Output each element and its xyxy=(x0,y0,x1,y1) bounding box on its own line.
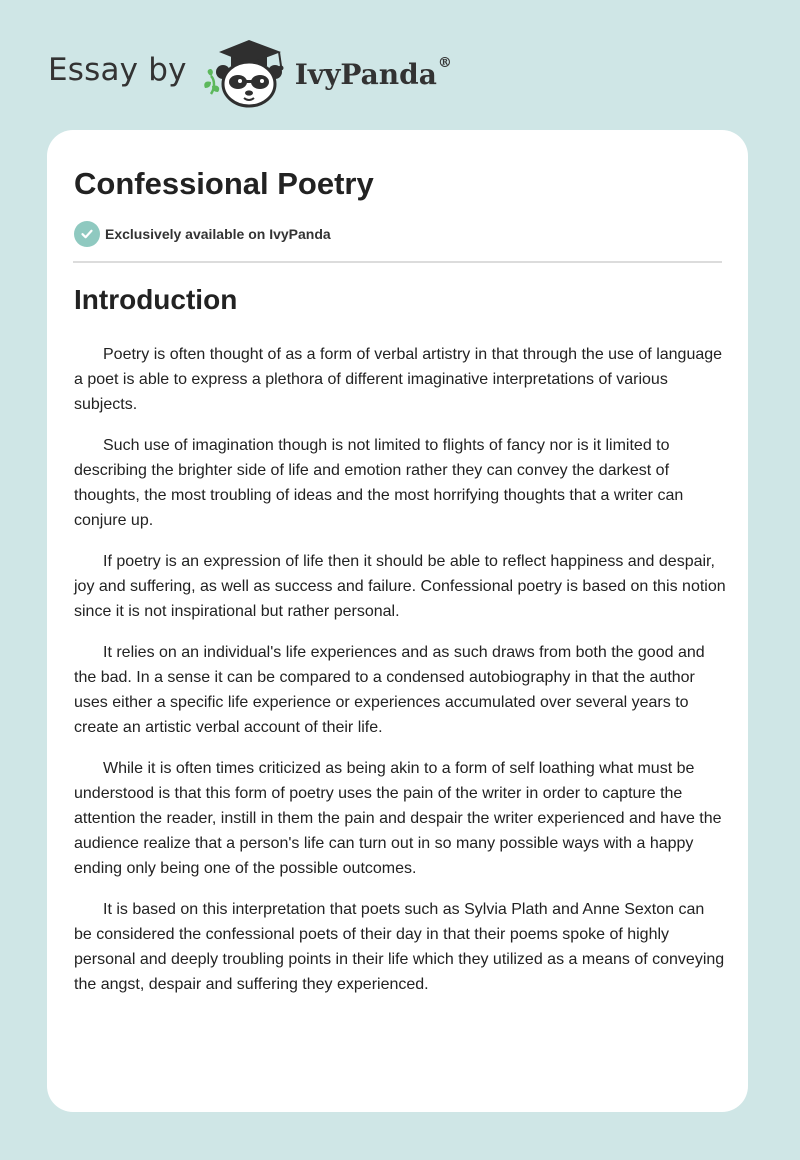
essay-body xyxy=(74,342,726,1013)
section-heading: Introduction xyxy=(74,284,238,315)
panda-graduate-icon xyxy=(201,36,293,108)
divider xyxy=(73,261,722,263)
paragraph: Poetry is often thought of as a form of verbal artistry in that through the use of language a poet is able to express a plethora of different imaginative interpretations of various subjects. xyxy=(74,346,723,413)
essay-title: Confessional Poetry xyxy=(74,166,374,201)
essay-by-label: Essay by xyxy=(48,52,187,88)
site-header xyxy=(48,36,452,108)
registered-mark: ® xyxy=(437,55,452,72)
check-icon xyxy=(74,221,100,247)
badge-text: Exclusively available on IvyPanda xyxy=(105,226,331,242)
paragraph: It is based on this interpretation that poets such as Sylvia Plath and Anne Sexton can be considered the confessional poets of their day in that their poems spoke of highly personal and deeply troubling points in their life which they utilized as a means of conveying the angst, despair and suffering they experienced. xyxy=(74,901,725,993)
brand-name[interactable]: IvyPanda® xyxy=(294,55,452,91)
paragraph: Such use of imagination though is not limited to flights of fancy nor is it limited to describing the brighter side of life and emotion rather they can convey the darkest of thoughts, the most troubling of ideas and the most horrifying thoughts that a writer can conjure up. xyxy=(74,437,684,529)
paragraph: It relies on an individual's life experiences and as such draws from both the good and the bad. In a sense it can be compared to a condensed autobiography in that the author uses either a specific life experience or experiences accumulated over several years to create an artistic verbal account of their life. xyxy=(74,644,705,736)
paragraph: If poetry is an expression of life then it should be able to reflect happiness and despair, joy and suffering, as well as success and failure. Confessional poetry is based on this notion since it is not inspirational but rather personal. xyxy=(74,553,726,620)
paragraph: While it is often times criticized as being akin to a form of self loathing what must be understood is that this form of poetry uses the pain of the writer in order to capture the attention the reader, instill in them the pain and despair the writer experienced and have the audience realize that a person's life can turn out in so many possible ways with a happy ending only being one of the possible outcomes. xyxy=(74,760,722,877)
exclusive-badge xyxy=(74,221,331,247)
essay-card xyxy=(47,130,748,1112)
